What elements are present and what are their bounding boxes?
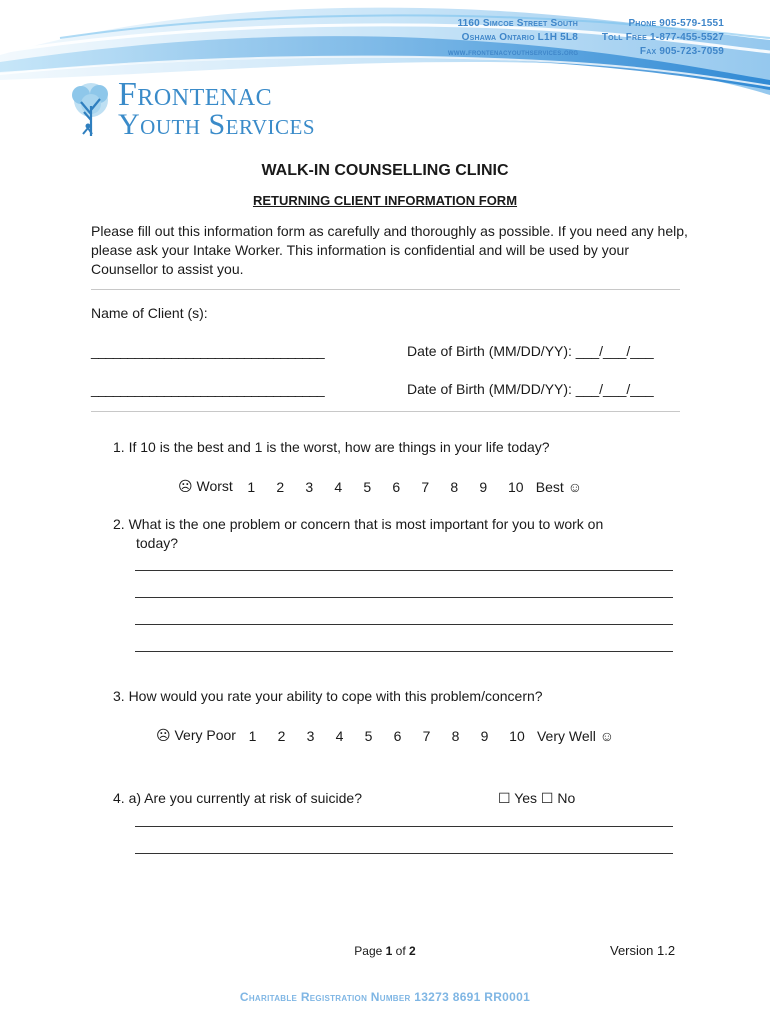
logo-wordmark [118,76,315,141]
q3-option[interactable]: 1 [248,727,257,744]
question-2-cont: today? [136,535,179,551]
q1-rating-scale [178,478,582,495]
q1-option[interactable]: 10 [508,478,524,495]
dob-field-2[interactable]: Date of Birth (MM/DD/YY): ___/___/___ [407,381,654,397]
toll-free-text: Toll Free 1-877-455-5527 [601,32,724,43]
client-name-label: Name of Client (s): [91,305,208,321]
page-current: 1 [385,944,393,958]
address-block [448,17,578,59]
q1-option[interactable]: 3 [305,478,314,495]
page-prefix: Page [354,944,386,958]
tree-logo-icon [66,80,116,138]
q3-option[interactable]: 8 [451,727,460,744]
question-2: 2. What is the one problem or concern that is most important for you to work on [113,516,604,532]
logo-line-1: Frontenac [118,76,273,113]
website-text: www.frontenacyouthservices.org [448,47,579,57]
q3-option[interactable]: 3 [306,727,315,744]
q2-answer-line[interactable] [135,651,673,652]
q3-option[interactable]: 9 [480,727,489,744]
intro-paragraph: Please fill out this information form as carefully and thoroughly as possible. If you need any help, please ask your Intake Worker. This information is confidential and will be used by your Counsellor to assist you. [91,223,688,277]
q1-low-label: ☹ Worst [178,478,233,494]
q4-yes-no-checkboxes[interactable]: ☐ Yes ☐ No [498,790,576,806]
q1-option[interactable]: 4 [334,478,343,495]
q3-option[interactable]: 4 [335,727,344,744]
q3-option[interactable]: 5 [364,727,373,744]
q3-rating-scale [156,727,614,744]
phone-text: Phone 905-579-1551 [628,18,724,29]
q3-option[interactable]: 6 [393,727,402,744]
divider [91,289,680,290]
q1-option[interactable]: 5 [363,478,372,495]
q3-option[interactable]: 7 [422,727,431,744]
logo-line-2: Youth Services [118,108,315,141]
version-label: Version 1.2 [610,943,676,958]
form-title: WALK-IN COUNSELLING CLINIC [261,162,509,179]
q1-option[interactable]: 8 [450,478,459,495]
q3-option[interactable]: 10 [509,727,525,744]
q3-option[interactable]: 2 [277,727,286,744]
page-total: 2 [409,944,416,958]
divider [91,411,680,412]
question-4a: 4. a) Are you currently at risk of suicide? [113,790,362,806]
form-subtitle-wrap [0,193,770,208]
q1-option[interactable]: 7 [421,478,430,495]
contact-block [590,17,724,59]
q1-option[interactable]: 2 [276,478,285,495]
client-name-field-1[interactable]: ________________________________ [91,343,325,359]
q4-answer-line[interactable] [135,853,673,854]
q2-answer-line[interactable] [135,624,673,625]
q2-answer-line[interactable] [135,570,673,571]
question-1: 1. If 10 is the best and 1 is the worst, how are things in your life today? [113,439,550,455]
charity-registration: Charitable Registration Number 13273 8691 RR0001 [239,990,531,1004]
q1-high-label: Best ☺ [535,478,582,495]
q1-option[interactable]: 1 [247,478,256,495]
address-street: 1160 Simcoe Street South [457,18,578,29]
q2-answer-line[interactable] [135,597,673,598]
dob-field-1[interactable]: Date of Birth (MM/DD/YY): ___/___/___ [407,343,654,359]
q3-high-label: Very Well ☺ [536,727,615,744]
address-city: Oshawa Ontario L1H 5L8 [461,32,578,43]
q4-answer-line[interactable] [135,826,673,827]
q1-option[interactable]: 6 [392,478,401,495]
client-name-field-2[interactable]: ________________________________ [91,381,325,397]
page-of: of [392,944,410,958]
q3-low-label: ☹ Very Poor [156,727,236,743]
fax-text: Fax 905-723-7059 [639,46,724,57]
q1-option[interactable]: 9 [479,478,488,495]
form-subtitle: RETURNING CLIENT INFORMATION FORM [252,193,518,208]
question-3: 3. How would you rate your ability to cope with this problem/concern? [113,688,543,704]
